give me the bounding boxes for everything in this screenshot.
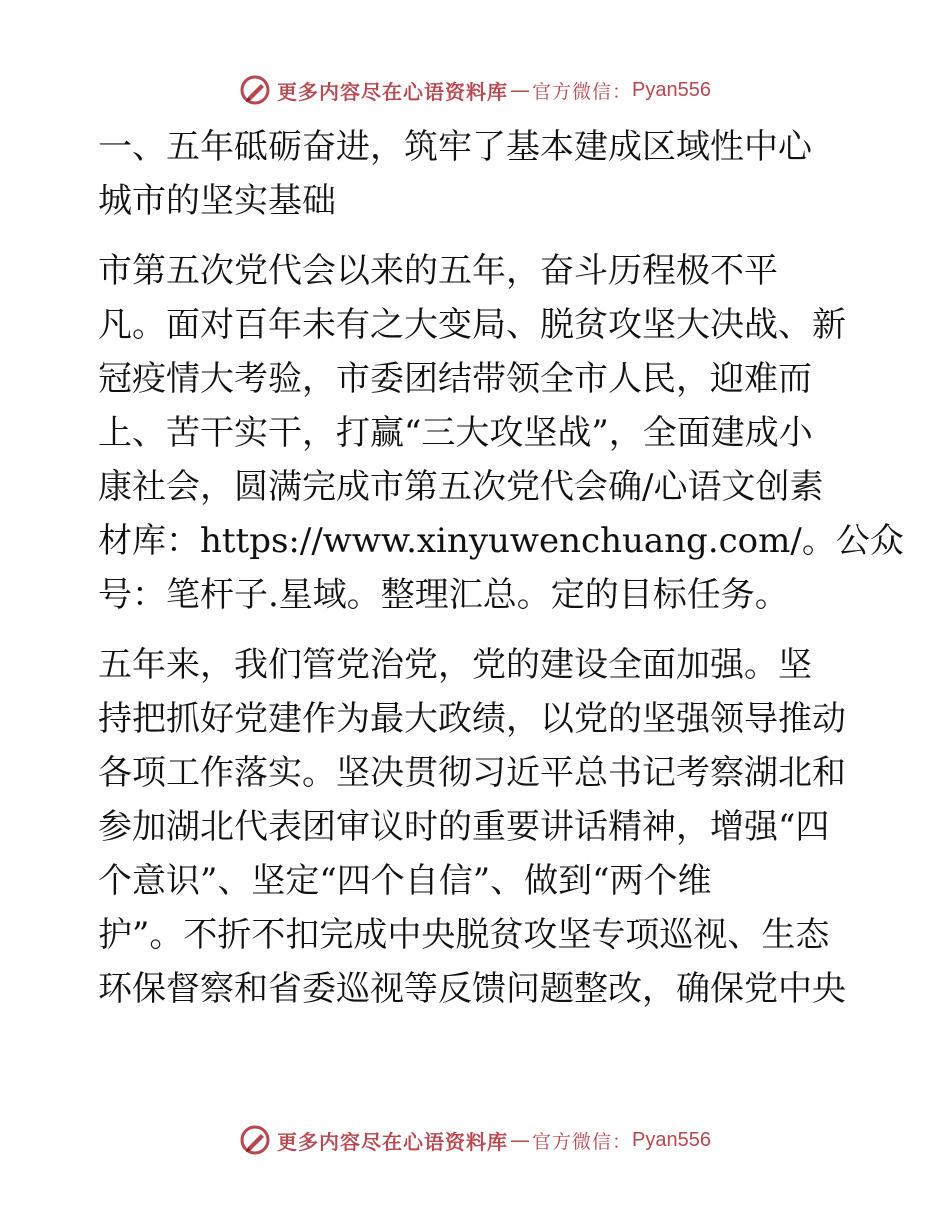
paragraph-line: 材库：https://www.xinyuwenchuang.com/。公众 (98, 521, 904, 561)
paragraph-line: 护”。不折不扣完成中央脱贫攻坚专项巡视、生态 (98, 915, 830, 955)
banner-contact-id: Pyan556 (632, 1128, 711, 1151)
pen-logo-icon (239, 74, 271, 106)
paragraph-line: 五年来，我们管党治党，党的建设全面加强。坚 (98, 645, 812, 685)
paragraph-line: 上、苦干实干，打赢“三大攻坚战”，全面建成小 (98, 413, 813, 453)
banner-contact-label: 官方微信： (532, 80, 633, 103)
paragraph-line: 号：笔杆子.星域。整理汇总。定的目标任务。 (98, 575, 789, 615)
paragraph-line: 个意识”、坚定“四个自信”、做到“两个维 (98, 861, 712, 901)
banner-separator: — (510, 1128, 530, 1152)
banner-contact-label: 官方微信： (532, 1130, 633, 1153)
banner-title: 更多内容尽在心语资料库 (277, 79, 508, 104)
paragraph-line: 凡。面对百年未有之大变局、脱贫攻坚大决战、新 (98, 305, 846, 345)
paragraph-line: 环保督察和省委巡视等反馈问题整改，确保党中央 (98, 969, 846, 1009)
paragraph-line: 参加湖北代表团审议时的重要讲话精神，增强“四 (98, 807, 830, 847)
banner-separator: — (510, 78, 530, 102)
paragraph-line: 各项工作落实。坚决贯彻习近平总书记考察湖北和 (98, 753, 846, 793)
document-body (98, 120, 904, 1016)
paragraph-line: 冠疫情大考验，市委团结带领全市人民，迎难而 (98, 359, 812, 399)
pen-logo-icon (239, 1124, 271, 1156)
footer-banner (0, 1120, 950, 1160)
header-banner (0, 70, 950, 110)
banner-contact-id: Pyan556 (632, 78, 711, 101)
paragraph-line: 持把抓好党建作为最大政绩，以党的坚强领导推动 (98, 699, 846, 739)
banner-title: 更多内容尽在心语资料库 (277, 1129, 508, 1154)
paragraph-line: 市第五次党代会以来的五年，奋斗历程极不平 (98, 251, 778, 291)
heading-line: 一、五年砥砺奋进，筑牢了基本建成区域性中心 (98, 127, 812, 167)
paragraph-line: 康社会，圆满完成市第五次党代会确/心语文创素 (98, 467, 824, 507)
heading-line: 城市的坚实基础 (98, 181, 336, 221)
